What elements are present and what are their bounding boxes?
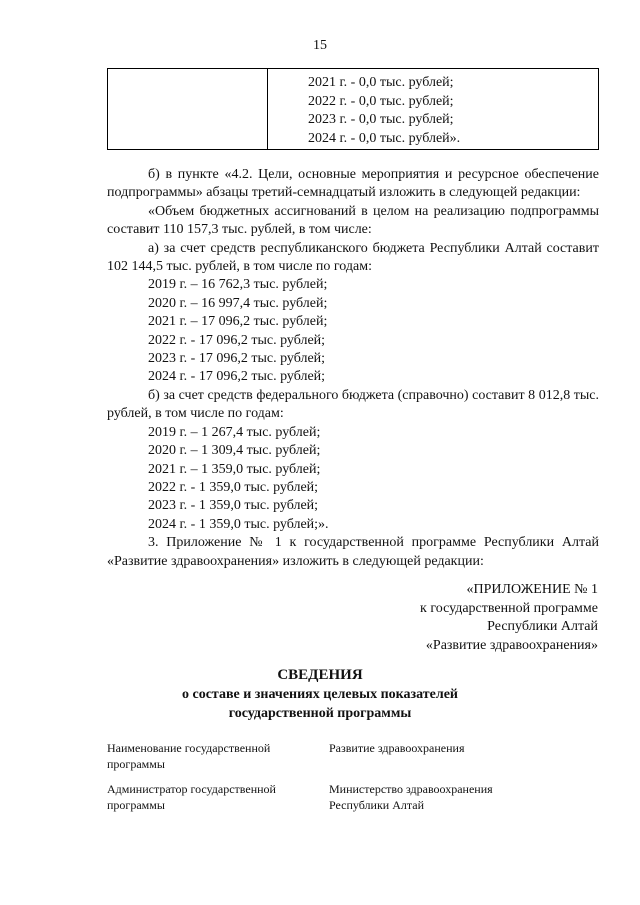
year-line: 2024 г. - 1 359,0 тыс. рублей;». xyxy=(148,516,329,532)
section-title xyxy=(0,666,640,723)
year-line: 2024 г. - 17 096,2 тыс. рублей; xyxy=(148,369,326,385)
table-column-divider xyxy=(267,69,268,149)
title-line-2: о составе и значениях целевых показателей xyxy=(181,687,458,702)
year-line: 2019 г. – 16 762,3 тыс. рублей; xyxy=(148,277,328,293)
page-number: 15 xyxy=(313,38,327,53)
body-text xyxy=(107,166,599,571)
year-line: 2020 г. – 16 997,4 тыс. рублей; xyxy=(148,295,328,311)
program-name-value: Развитие здравоохранения xyxy=(329,741,465,755)
year-line: 2023 г. - 17 096,2 тыс. рублей; xyxy=(148,351,326,367)
year-line: 2021 г. – 17 096,2 тыс. рублей; xyxy=(148,314,328,330)
year-line: 2022 г. - 17 096,2 тыс. рублей; xyxy=(148,332,326,348)
program-admin-value: Министерство здравоохранения Республики Алтай xyxy=(329,782,493,812)
title-line-1: СВЕДЕНИЯ xyxy=(277,667,363,683)
year-line: 2022 г. - 1 359,0 тыс. рублей; xyxy=(148,479,319,495)
funding-table-fragment xyxy=(107,68,599,150)
year-line: 2019 г. – 1 267,4 тыс. рублей; xyxy=(148,424,321,440)
program-name-label: Наименование государственной программы xyxy=(107,741,271,771)
year-line: 2021 г. – 1 359,0 тыс. рублей; xyxy=(148,461,321,477)
program-admin-label: Администратор государственной программы xyxy=(107,782,276,812)
paragraph-appendix-3: 3. Приложение № 1 к государственной программе Республики Алтай «Развитие здравоохранения» изложить в следующей редакции: xyxy=(107,535,599,569)
paragraph-item-b: б) в пункте «4.2. Цели, основные мероприятия и ресурсное обеспечение подпрограммы» абзацы третий-семнадцатый изложить в следующей редакции: xyxy=(107,167,599,201)
appendix-header xyxy=(420,581,598,655)
table-cell-line: 2024 г. - 0,0 тыс. рублей». xyxy=(308,130,461,146)
paragraph-federal-budget: б) за счет средств федерального бюджета (справочно) составит 8 012,8 тыс. рублей, в том числе по годам: xyxy=(107,387,599,422)
year-line: 2023 г. - 1 359,0 тыс. рублей; xyxy=(148,498,319,514)
table-cell-line: 2021 г. - 0,0 тыс. рублей; xyxy=(308,75,454,90)
appendix-line: Республики Алтай xyxy=(487,619,598,634)
table-cell-line: 2022 г. - 0,0 тыс. рублей; xyxy=(308,93,454,109)
paragraph-republican-budget: а) за счет средств республиканского бюджета Республики Алтай составит 102 144,5 тыс. рублей, в том числе по годам: xyxy=(107,240,599,275)
table-cell-years xyxy=(308,74,460,148)
table-cell-line: 2023 г. - 0,0 тыс. рублей; xyxy=(308,112,454,127)
appendix-line: «Развитие здравоохранения» xyxy=(425,637,598,653)
appendix-line: к государственной программе xyxy=(420,600,598,616)
year-line: 2020 г. – 1 309,4 тыс. рублей; xyxy=(148,443,321,459)
paragraph-total-budget: «Объем бюджетных ассигнований в целом на реализацию подпрограммы составит 110 157,3 тыс. рублей, в том числе: xyxy=(107,203,599,238)
appendix-line: «ПРИЛОЖЕНИЕ № 1 xyxy=(466,582,598,597)
title-line-3: государственной программы xyxy=(228,706,412,721)
